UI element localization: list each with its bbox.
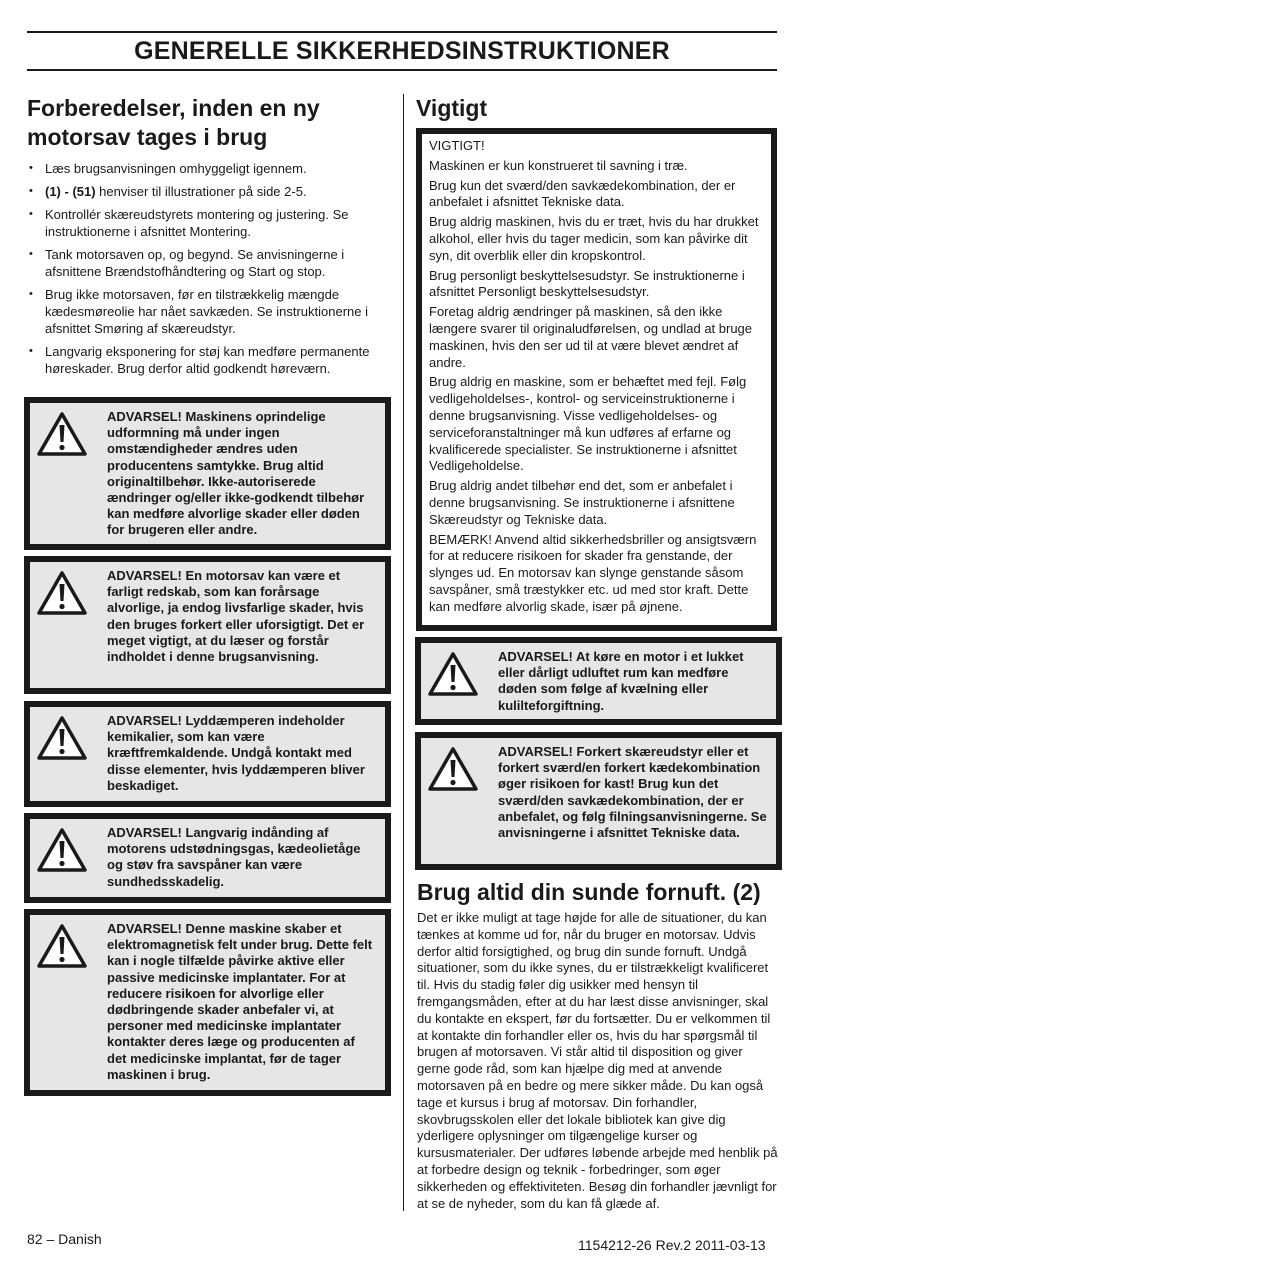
warning-box [24,909,391,1096]
section-heading-common-sense: Brug altid din sunde fornuft. (2) [417,879,761,905]
common-sense-paragraph: Det er ikke muligt at tage højde for alle de situationer, du kan tænkes at komme ud for, når du bruger en motorsav. Udvis derfor altid forsigtighed, og brug din sunde fornuft. Undgå situationer, som du ikke synes, du er tilstrækkeligt kvalificeret til. Hvis du stadig føler dig usikker med hensyn til fremgangsmåden, efter at du har læst disse anvisninger, skal du kontakte en ekspert, før du fortsætter. Du er velkommen til at kontakte din forhandler eller os, hvis du har spørgsmål til brugen af motorsaven. Vi står altid til disposition og giver gerne gode råd, som kan hjælpe dig med at anvende motorsaven på en bedre og mere sikker måde. Du kan også tage et kursus i brug af motorsav. Din forhandler, skovbrugsskolen eller det lokale bibliotek kan give dig yderligere oplysninger om tilgængelige kurser og kursusmaterialer. Der udføres løbende arbejde med henblik på at forbedre design og teknik - forbedringer, som øger sikkerheden og effektiviteten. Besøg din forhandler jævnligt for at se de nyheder, som du kan få glæde af. [417,910,778,1211]
warning-triangle-icon [427,746,479,792]
page-number: 82 – Danish [27,1231,102,1247]
warning-text: ADVARSEL! Maskinens oprindelige udformning må under ingen omstændigheder ændres uden producentens samtykke. Brug altid originaltilbehør. Ikke-autoriserede ændringer og/eller ikke-godkendt tilbehør kan medføre alvorlige skader eller døden for brugeren eller andre. [107,409,365,538]
warning-triangle-icon [36,411,88,457]
warning-triangle-icon [427,651,479,697]
important-line: Maskinen er kun konstrueret til savning i træ. [429,157,688,173]
warning-box [24,397,391,550]
important-line: VIGTIGT! [429,138,485,153]
warning-box [24,701,391,807]
list-item: • Kontrollér skæreudstyrets montering og justering. Se instruktionerne i afsnittet Montering. [27,206,392,240]
important-line: Brug aldrig maskinen, hvis du er træt, hvis du har drukket alkohol, eller hvis du tager medicin, som kan påvirke dit syn, dit overblik eller din kropskontrol. [429,214,759,263]
document-reference: 1154212-26 Rev.2 2011-03-13 [578,1237,766,1253]
warning-text: ADVARSEL! En motorsav kan være et farligt redskab, som kan forårsage alvorlige, ja endog livsfarlige skader, hvis den bruges forkert eller uforsigtigt. Det er meget vigtigt, at du læser og forstår indholdet i denne brugsanvisning. [107,568,365,665]
list-item: • Brug ikke motorsaven, før en tilstrækkelig mængde kædesmøreolie har nået savkæden. Se instruktionerne i afsnittet Smøring af skæreudstyr. [27,286,392,337]
warning-text: ADVARSEL! Lyddæmperen indeholder kemikalier, som kan være kræftfremkaldende. Undgå kontakt med disse elementer, hvis lyddæmperen bliver beskadiget. [107,713,365,793]
warning-box [24,556,391,694]
warning-triangle-icon [36,570,88,616]
right-column [403,94,784,1211]
list-item: • Læs brugsanvisningen omhyggeligt igennem. [27,160,392,177]
important-line: Brug personligt beskyttelsesudstyr. Se instruktionerne i afsnittet Personligt beskyttelsesudstyr. [429,267,745,300]
important-line: Foretag aldrig ændringer på maskinen, så den ikke længere svarer til originaludførelsen, og undlad at bruge maskinen, hvis den ser ud til at være blevet ændret af andre. [429,304,753,370]
warning-triangle-icon [36,923,88,969]
preparation-list [27,160,392,377]
warning-text: ADVARSEL! Langvarig indånding af motorens udstødningsgas, kædeolietåge og støv fra savspåner kan være sundhedsskadelig. [107,825,361,889]
page-header [27,31,777,71]
warning-box [415,637,782,725]
important-box [416,128,777,631]
list-item: • Langvarig eksponering for støj kan medføre permanente høreskader. Brug derfor altid godkendt høreværn. [27,343,392,377]
warning-text: ADVARSEL! Forkert skæreudstyr eller et forkert sværd/en forkert kædekombination øger risikoen for kast! Brug kun det sværd/den savkædekombination, der er anbefalet, og følg filningsanvisningerne. Se anvisningerne i afsnittet Tekniske data. [498,744,767,841]
warning-triangle-icon [36,827,88,873]
warning-box [24,813,391,903]
page-title: GENERELLE SIKKERHEDSINSTRUKTIONER [134,37,670,65]
important-line: Brug kun det sværd/den savkædekombination, der er anbefalet i afsnittet Tekniske data. [429,177,736,210]
common-sense-section [417,878,779,1212]
warning-box [415,732,782,870]
left-column [27,94,392,1082]
section-heading-important: Vigtigt [416,95,488,121]
list-item: • Tank motorsaven op, og begynd. Se anvisningerne i afsnittene Brændstofhåndtering og Start og stop. [27,246,392,280]
important-line: Brug aldrig en maskine, som er behæftet med fejl. Følg vedligeholdelses-, kontrol- og serviceinstruktionerne i denne brugsanvisning. Visse vedligeholdelses- og serviceforanstaltninger må kun udføres af erfarne og kvalificerede specialister. Se instruktionerne i afsnittet Vedligeholdelse. [429,374,747,474]
important-line: BEMÆRK! Anvend altid sikkerhedsbriller og ansigtsværn for at reducere risikoen for skader fra genstande, der slynges ud. En motorsav kan slynge genstande såsom savspåner, små træstykker etc. ud med stor kraft. Dette kan medføre alvorlig skade, især på øjnene. [429,531,757,614]
section-heading-preparations: Forberedelser, inden en ny motorsav tages i brug [27,95,320,150]
warning-text: ADVARSEL! Denne maskine skaber et elektromagnetisk felt under brug. Dette felt kan i nogle tilfælde påvirke aktive eller passive medicinske implantater. For at reducere risikoen for alvorlige eller dødbringende skader anbefaler vi, at personer med medicinske implantater kontakter deres læge og producenten af det medicinske implantat, før de tager maskinen i brug. [107,921,373,1082]
warning-triangle-icon [36,715,88,761]
important-line: Brug aldrig andet tilbehør end det, som er anbefalet i denne brugsanvisning. Se instruktionerne i afsnittene Skæreudstyr og Tekniske data. [429,478,735,527]
warning-text: ADVARSEL! At køre en motor i et lukket eller dårligt udluftet rum kan medføre døden som følge af kvælning eller kulilteforgiftning. [498,649,744,713]
list-item: • (1) - (51) henviser til illustrationer på side 2-5. [27,183,392,200]
